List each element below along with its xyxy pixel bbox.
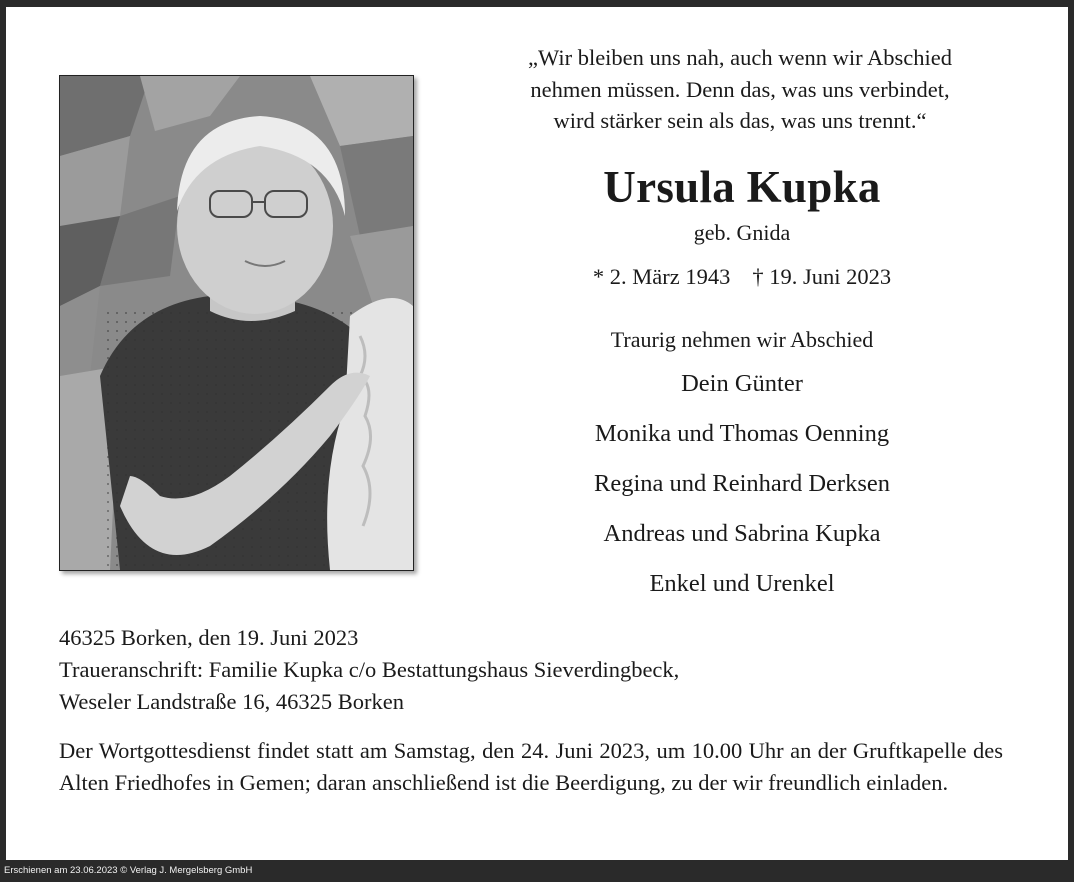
maiden-name: geb. Gnida [693,220,791,245]
deceased-name: Ursula Kupka [603,162,881,212]
mourning-address [59,622,1019,718]
birth-date: * 2. März 1943 [592,264,731,289]
place-date-line: 46325 Borken, den 19. Juni 2023 [59,625,359,650]
mourner-entry: Enkel und Urenkel [649,570,835,597]
service-announcement: Der Wortgottesdienst findet statt am Samstag, den 24. Juni 2023, um 10.00 Uhr an der Gruftkapelle des Alten Friedhofes in Gemen; daran anschließend ist die Beerdigung, zu der wir freundlich einladen. [59,738,1003,795]
mourner-entry: Andreas und Sabrina Kupka [603,520,881,547]
frame-left-border [0,0,6,882]
address-line: Traueranschrift: Familie Kupka c/o Bestattungshaus Sieverdingbeck, [59,657,680,682]
quote-line: „Wir bleiben uns nah, auch wenn wir Abschied [528,45,952,70]
death-date: † 19. Juni 2023 [752,264,892,289]
mourners-list [470,367,1014,617]
quote-line: nehmen müssen. Denn das, was uns verbindet, [530,76,950,102]
mourner-entry: Regina und Reinhard Derksen [594,470,890,497]
mourning-line: Traurig nehmen wir Abschied [610,327,874,352]
mourner-entry: Monika und Thomas Oenning [594,420,890,447]
life-dates [470,262,1014,292]
portrait-photo [59,75,414,571]
farewell-quote [470,42,1010,137]
frame-top-border [0,0,1074,7]
publication-footer: Erschienen am 23.06.2023 © Verlag J. Mergelsberg GmbH [0,860,1074,882]
mourner-entry: Dein Günter [681,370,803,397]
address-line: Weseler Landstraße 16, 46325 Borken [59,689,404,714]
quote-line: wird stärker sein als das, was uns trennt.“ [553,108,927,133]
frame-right-border [1068,0,1074,882]
